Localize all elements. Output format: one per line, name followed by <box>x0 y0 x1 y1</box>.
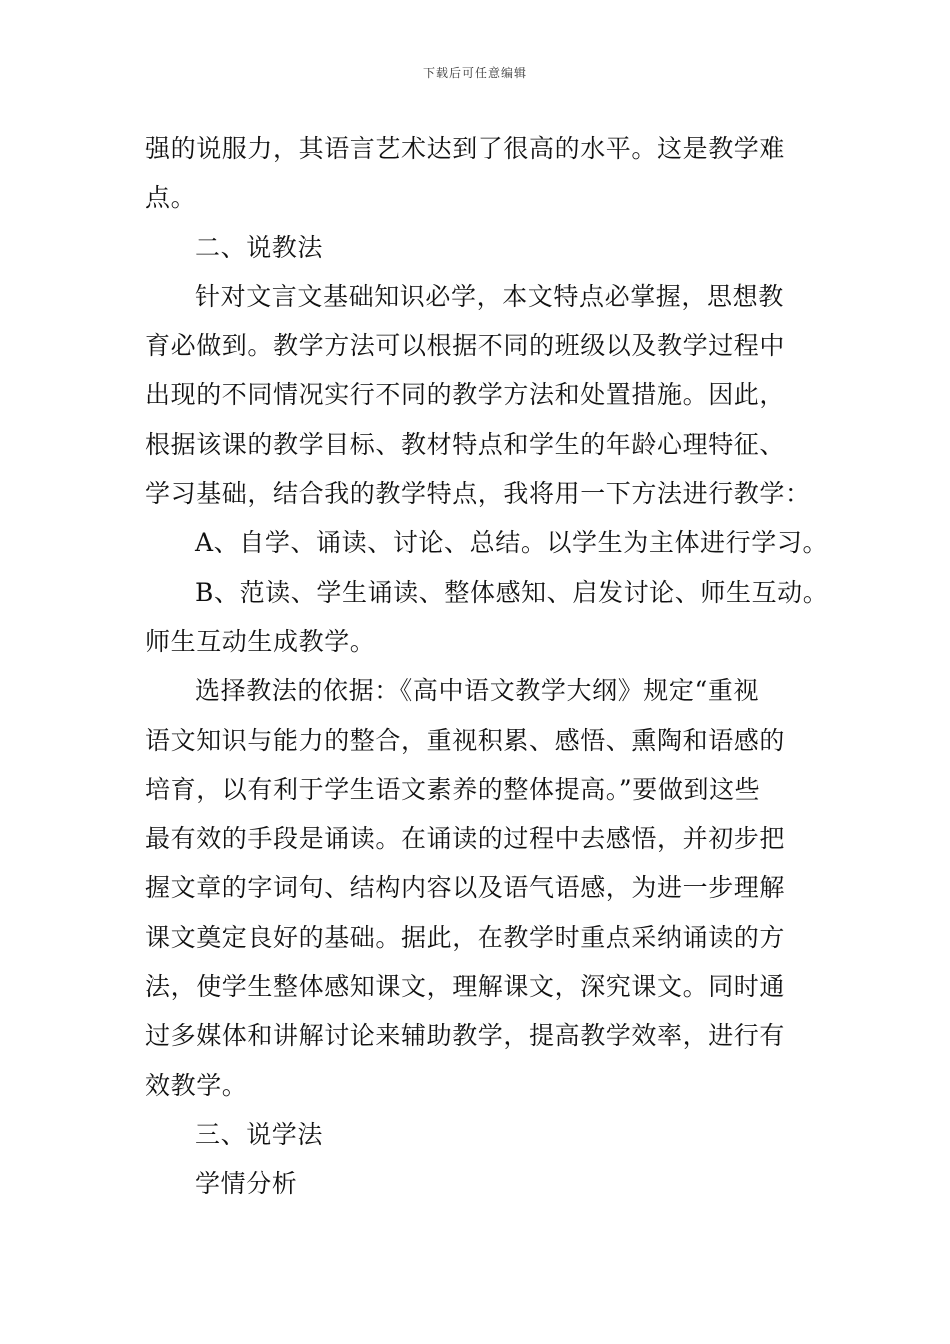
list-item-b: B、范读、学生诵读、整体感知、启发讨论、师生互动。 <box>195 577 829 607</box>
text-line: 出现的不同情况实行不同的教学方法和处置措施。因此， <box>145 380 786 410</box>
text-line: 效教学。 <box>145 1070 248 1100</box>
body-text <box>145 124 829 1209</box>
text-line: 课文奠定良好的基础。据此，在教学时重点采纳诵读的方 <box>145 922 786 952</box>
text-line: 法，使学生整体感知课文，理解课文，深究课文。同时通 <box>145 972 786 1002</box>
text-line: 师生互动生成教学。 <box>145 626 376 656</box>
text-line: 点。 <box>145 183 197 213</box>
text-line: 学习基础，结合我的教学特点，我将用一下方法进行教学： <box>145 479 811 509</box>
page-header: 下载后可任意编辑 <box>422 66 527 80</box>
text-line: 最有效的手段是诵读。在诵读的过程中去感悟，并初步把 <box>145 824 786 854</box>
text-line: 语文知识与能力的整合，重视积累、感悟、熏陶和语感的 <box>145 725 786 755</box>
text-line: 握文章的字词句、结构内容以及语气语感，为进一步理解 <box>145 873 786 903</box>
text-line: 选择教法的依据：《高中语文教学大纲》规定“重视 <box>195 676 760 706</box>
text-line: 强的说服力，其语言艺术达到了很高的水平。这是教学难 <box>145 134 786 163</box>
text-line: 根据该课的教学目标、教材特点和学生的年龄心理特征、 <box>145 429 786 459</box>
text-line: 针对文言文基础知识必学，本文特点必掌握，思想教 <box>195 281 784 311</box>
text-line: 过多媒体和讲解讨论来辅助教学，提高教学效率，进行有 <box>145 1021 786 1051</box>
subsection-heading-learning-analysis: 学情分析 <box>195 1169 298 1199</box>
list-item-a: A、自学、诵读、讨论、总结。以学生为主体进行学习。 <box>195 528 829 558</box>
text-line: 育必做到。教学方法可以根据不同的班级以及教学过程中 <box>145 331 786 361</box>
section-heading-learning-method: 三、说学法 <box>195 1119 324 1149</box>
text-line: 培育，以有利于学生语文素养的整体提高。”要做到这些 <box>145 774 761 804</box>
section-heading-teaching-method: 二、说教法 <box>195 232 324 262</box>
